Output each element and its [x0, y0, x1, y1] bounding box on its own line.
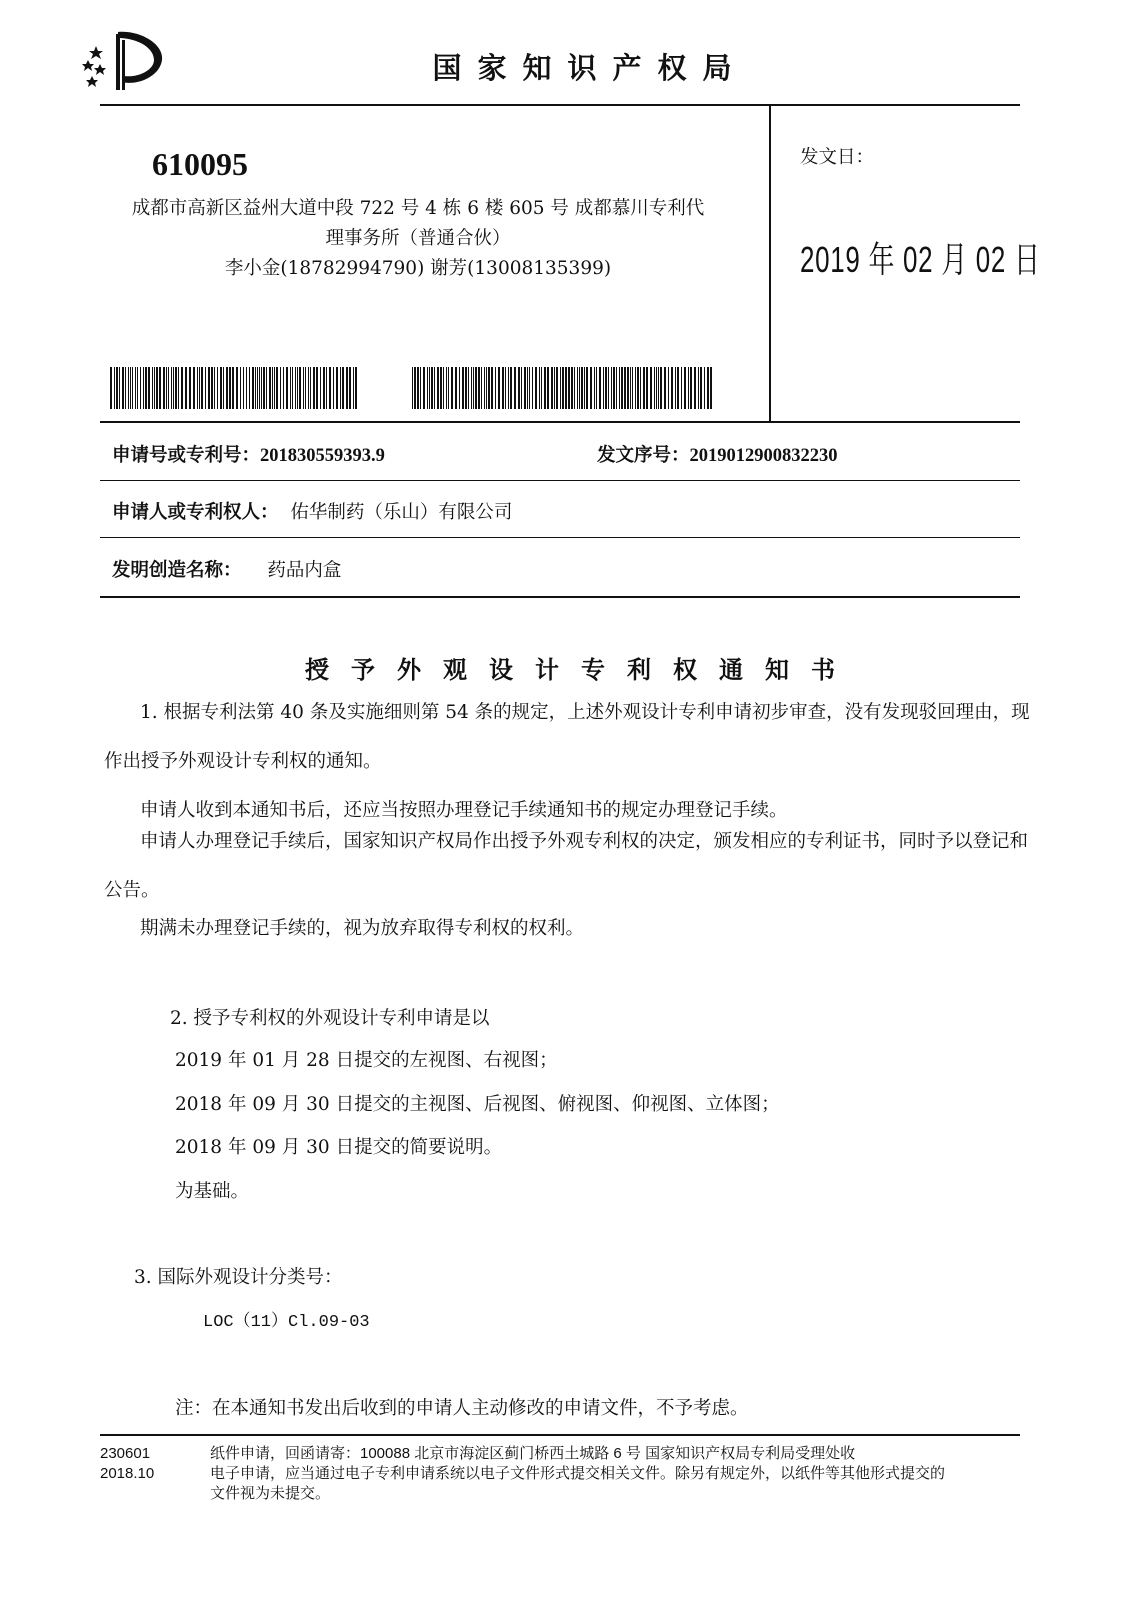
section2-heading: 2. 授予专利权的外观设计专利申请是以 [170, 1008, 490, 1029]
barcode-bar [446, 367, 447, 409]
barcode-bar [502, 367, 504, 409]
barcode-bar [243, 367, 244, 409]
form-number: 230601 [100, 1445, 151, 1462]
barcode-bar [594, 367, 595, 409]
dispatch-date-label: 发文日： [800, 147, 875, 168]
barcode-bar [114, 367, 115, 409]
barcode-bar [624, 367, 626, 409]
barcode-bar [295, 367, 296, 409]
barcode-bar [465, 367, 467, 409]
barcode-bar [675, 367, 676, 409]
barcode-bar [627, 367, 629, 409]
row-divider [100, 596, 1020, 598]
barcode-bar [571, 367, 573, 409]
barcode-bar [414, 367, 416, 409]
barcode-bar [349, 367, 351, 409]
design-title-field [112, 556, 341, 582]
design-title-label: 发明创造名称： [112, 560, 242, 581]
barcode-bar [590, 367, 592, 409]
barcode-bar [613, 367, 615, 409]
barcode-bar [481, 367, 482, 409]
barcode-bar [619, 367, 620, 409]
barcode-bar [688, 367, 689, 409]
barcode-bar [611, 367, 612, 409]
barcode-bar [431, 367, 433, 409]
barcode-bar [423, 367, 425, 409]
barcode-bar [208, 367, 210, 409]
barcode-bar [547, 367, 549, 409]
barcode-bar [211, 367, 213, 409]
barcode-bar [249, 367, 250, 409]
barcode-bar [316, 367, 318, 409]
applicant-label: 申请人或专利权人： [112, 502, 279, 523]
barcode-bar [329, 367, 331, 409]
barcode-bar [346, 367, 348, 409]
barcode-bar [189, 367, 191, 409]
barcode-bar [159, 367, 161, 409]
barcode-bar [290, 367, 291, 409]
barcode-bar [660, 367, 662, 409]
barcode-bar [459, 367, 460, 409]
barcode-bar [223, 367, 224, 409]
barcode-bar [586, 367, 588, 409]
barcode-bar [229, 367, 231, 409]
barcode-bar [333, 367, 334, 409]
barcode-bar [616, 367, 617, 409]
barcode-bar [521, 367, 522, 409]
barcode-bar [152, 367, 153, 409]
barcode-bar [412, 367, 413, 409]
barcode-bar [488, 367, 490, 409]
barcode-bar [168, 367, 169, 409]
barcode-bar [305, 367, 306, 409]
barcode-bar [568, 367, 570, 409]
barcode-bar [484, 367, 485, 409]
barcode-bar [455, 367, 457, 409]
barcode-bar [197, 367, 198, 409]
barcode-bar [556, 367, 558, 409]
barcode-bar [434, 367, 435, 409]
footer-line-2: 电子申请，应当通过电子专利申请系统以电子文件形式提交相关文件。除另有规定外，以纸件等其他形式提交的 [210, 1465, 946, 1482]
row-divider [100, 537, 1020, 538]
barcode-bar [220, 367, 222, 409]
barcode-bar [261, 367, 262, 409]
note: 注：在本通知书发出后收到的申请人主动修改的申请文件，不予考虑。 [175, 1398, 749, 1419]
barcode-bar [417, 367, 419, 409]
barcode-bar [145, 367, 147, 409]
application-number: 201830559393.9 [260, 446, 385, 466]
application-number-label: 申请号或专利号： [112, 445, 261, 466]
barcode-bar [640, 367, 641, 409]
barcode-bar [579, 367, 580, 409]
barcode-bar [704, 367, 705, 409]
barcode-bar [630, 367, 631, 409]
barcode-bar [236, 367, 238, 409]
section3-heading: 3. 国际外观设计分类号： [134, 1267, 343, 1288]
barcode-bar [527, 367, 528, 409]
agency-title: 国家知识产权局 [432, 51, 748, 85]
footer-divider [100, 1434, 1020, 1436]
barcode-bar [320, 367, 321, 409]
barcode-bar [608, 367, 609, 409]
barcode-bar [201, 367, 203, 409]
barcode-bar [599, 367, 601, 409]
barcode-bar [125, 367, 126, 409]
barcode-bar [514, 367, 516, 409]
barcode-bar [181, 367, 183, 409]
barcode-bar [668, 367, 669, 409]
barcode-bar [297, 367, 298, 409]
address-line-1: 成都市高新区益州大道中段 722 号 4 栋 6 楼 605 号 成都慕川专利代 [131, 198, 705, 219]
footer-line-3: 文件视为未提交。 [210, 1485, 331, 1502]
barcode-bar [135, 367, 136, 409]
barcode-bar [355, 367, 357, 409]
section-divider [100, 421, 1020, 423]
barcode-bar [656, 367, 657, 409]
barcode-bar [605, 367, 607, 409]
barcode-bar [185, 367, 187, 409]
barcode-bar [116, 367, 118, 409]
section2-item: 2018 年 09 月 30 日提交的主视图、后视图、俯视图、仰视图、立体图； [175, 1094, 780, 1115]
barcode-bar [280, 367, 281, 409]
barcode-bar [283, 367, 284, 409]
barcode-bar [518, 367, 520, 409]
barcode-bar [707, 367, 709, 409]
barcode-bar [635, 367, 636, 409]
section2-item: 2019 年 01 月 28 日提交的左视图、右视图； [175, 1050, 558, 1071]
barcode-bar [448, 367, 449, 409]
barcode-bar [694, 367, 696, 409]
barcode-bar [650, 367, 652, 409]
barcode-bar [336, 367, 338, 409]
barcode-bar [232, 367, 234, 409]
barcode-bar [252, 367, 254, 409]
serial-number: 2019012900832230 [689, 446, 838, 466]
barcode-bar [451, 367, 453, 409]
barcode-bar [154, 367, 155, 409]
barcode-bar [276, 367, 278, 409]
footer-line-1: 纸件申请，回函请寄：100088 北京市海淀区蓟门桥西土城路 6 号 国家知识产权局专利局受理处收 [210, 1445, 856, 1462]
barcode-bar [310, 367, 311, 409]
barcode-bar [257, 367, 258, 409]
barcode-bar [140, 367, 141, 409]
barcode-bar [166, 367, 167, 409]
barcode-bar [226, 367, 228, 409]
barcode-bar [491, 367, 493, 409]
barcode-bar [690, 367, 692, 409]
barcode-bar [175, 367, 177, 409]
barcode-bar [420, 367, 421, 409]
barcode-bar [632, 367, 633, 409]
section1-paragraph-1: 1. 根据专利法第 40 条及实施细则第 54 条的规定，上述外观设计专利申请初步审查，没有发现驳回理由，现作出授予外观设计专利权的通知。 [104, 702, 1030, 772]
barcode-bar [272, 367, 273, 409]
barcode-bar [475, 367, 477, 409]
section1-paragraph-4: 期满未办理登记手续的，视为放弃取得专利权的权利。 [140, 918, 585, 939]
barcode-bar [437, 367, 439, 409]
barcode-bar [562, 367, 564, 409]
barcode-bar [303, 367, 304, 409]
address-line-2: 理事务所（普通合伙） [325, 228, 511, 249]
barcode-bar [156, 367, 158, 409]
barcode-bar [529, 367, 530, 409]
postcode: 610095 [152, 146, 248, 182]
barcode-left [110, 367, 359, 409]
barcode-bar [313, 367, 315, 409]
serial-number-field [597, 441, 838, 467]
barcode-bar [429, 367, 430, 409]
applicant-name: 佑华制药（乐山）有限公司 [290, 502, 513, 523]
barcode-bar [603, 367, 604, 409]
barcode-bar [214, 367, 215, 409]
barcode-bar [478, 367, 480, 409]
barcode-bar [510, 367, 512, 409]
barcode-bar [643, 367, 645, 409]
barcode-bar [539, 367, 540, 409]
barcode-bar [427, 367, 428, 409]
barcode-bar [532, 367, 533, 409]
contacts: 李小金(18782994790) 谢芳(13008135399) [224, 258, 612, 279]
barcode-bar [130, 367, 131, 409]
barcode-bar [646, 367, 648, 409]
barcode-bar [110, 367, 112, 409]
barcode-bar [266, 367, 267, 409]
barcode-bar [143, 367, 144, 409]
barcode-bar [508, 367, 509, 409]
barcode-bar [171, 367, 172, 409]
section1-paragraph-3: 申请人办理登记手续后，国家知识产权局作出授予外观专利权的决定，颁发相应的专利证书，同时予以登记和公告。 [104, 831, 1029, 901]
barcode-bar [505, 367, 506, 409]
barcode-bar [486, 367, 487, 409]
barcode-bar [560, 367, 561, 409]
barcode-bar [308, 367, 309, 409]
dispatch-date: 2019 年 02 月 02 日 [800, 239, 1041, 280]
barcode-bar [128, 367, 129, 409]
barcode-bar [299, 367, 301, 409]
barcode-bar [286, 367, 288, 409]
barcode-bar [274, 367, 275, 409]
barcode-bar [462, 367, 464, 409]
header-divider [100, 104, 1020, 106]
section2-item: 为基础。 [175, 1181, 250, 1202]
barcode-bar [323, 367, 325, 409]
barcode-bar [535, 367, 537, 409]
barcode-bar [681, 367, 682, 409]
notice-title: 授予外观设计专利权通知书 [305, 656, 857, 684]
row-divider [100, 480, 1020, 481]
barcode-bar [544, 367, 546, 409]
barcode-bar [524, 367, 526, 409]
barcode-bar [584, 367, 585, 409]
date-column-divider [769, 104, 771, 422]
barcode-bar [137, 367, 138, 409]
barcode-bar [199, 367, 200, 409]
barcode-bar [259, 367, 260, 409]
barcode-bar [340, 367, 341, 409]
barcode-bar [353, 367, 354, 409]
barcode-bar [637, 367, 639, 409]
barcode-bar [255, 367, 256, 409]
barcode-bar [565, 367, 567, 409]
barcode-bar [658, 367, 659, 409]
barcode-bar [541, 367, 542, 409]
barcode-bar [119, 367, 120, 409]
applicant-field [112, 498, 512, 524]
barcode-bar [193, 367, 195, 409]
barcode-bar [173, 367, 174, 409]
barcode-bar [163, 367, 165, 409]
barcode-bar [178, 367, 179, 409]
barcode-bar [664, 367, 666, 409]
barcode-right [412, 367, 713, 409]
barcode-bar [621, 367, 623, 409]
barcode-bar [132, 367, 133, 409]
barcode-bar [122, 367, 124, 409]
barcode-bar [498, 367, 500, 409]
barcode-bar [269, 367, 271, 409]
barcode-bar [577, 367, 578, 409]
barcode-bar [148, 367, 150, 409]
barcode-bar [471, 367, 472, 409]
barcode-bar [700, 367, 702, 409]
barcode-bar [554, 367, 555, 409]
barcode-bar [240, 367, 241, 409]
barcode-bar [581, 367, 583, 409]
barcode-bar [574, 367, 575, 409]
barcode-bar [440, 367, 442, 409]
barcode-bar [217, 367, 218, 409]
barcode-bar [698, 367, 699, 409]
application-number-field [112, 441, 385, 467]
barcode-bar [684, 367, 686, 409]
barcode-bar [710, 367, 712, 409]
barcode-bar [473, 367, 474, 409]
barcode-bar [468, 367, 469, 409]
barcode-bar [342, 367, 344, 409]
classification-code: LOC（11）Cl.09-03 [203, 1313, 370, 1332]
barcode-bar [205, 367, 206, 409]
barcode-bar [292, 367, 293, 409]
barcode-bar [495, 367, 496, 409]
section1-paragraph-2: 申请人收到本通知书后，还应当按照办理登记手续通知书的规定办理登记手续。 [140, 800, 788, 821]
barcode-bar [596, 367, 597, 409]
barcode-bar [654, 367, 655, 409]
barcode-bar [326, 367, 327, 409]
barcode-bar [443, 367, 444, 409]
barcode-bar [246, 367, 247, 409]
section2-item: 2018 年 09 月 30 日提交的简要说明。 [175, 1137, 503, 1158]
barcode-bar [551, 367, 553, 409]
barcode-bar [263, 367, 265, 409]
barcode-bar [671, 367, 673, 409]
form-date: 2018.10 [100, 1465, 155, 1482]
design-title: 药品内盒 [267, 560, 342, 581]
barcode-bar [677, 367, 679, 409]
serial-number-label: 发文序号： [597, 445, 690, 466]
